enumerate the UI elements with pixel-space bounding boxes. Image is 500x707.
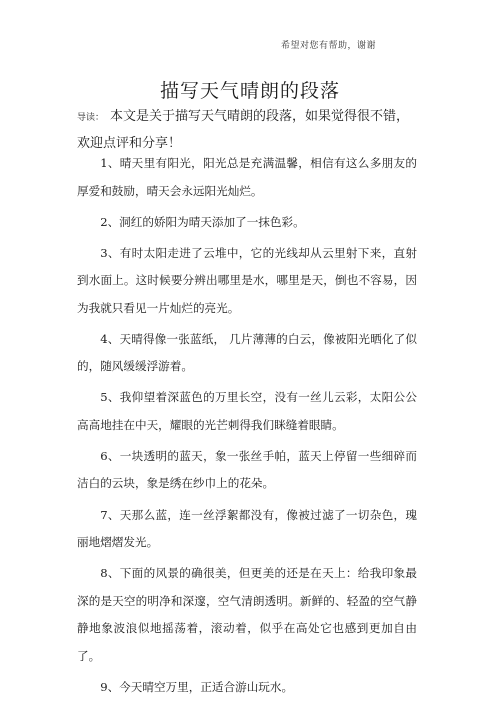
paragraph-4: 4、天晴得像一张蓝纸， 几片薄薄的白云，像被阳光晒化了似的，随风缓缓浮游着。: [77, 331, 417, 374]
paragraph-7: 7、天那么蓝，连一丝浮絮都没有，像被过滤了一切杂色，瑰丽地熠熠发光。: [77, 507, 417, 550]
paragraph-1: 1、晴天里有阳光，阳光总是充满温馨，相信有这么多朋友的厚爱和鼓励，晴天会永远阳光灿烂。: [77, 156, 417, 198]
document-body: [77, 150, 417, 705]
intro-text: 本文是关于描写天气晴朗的段落，如果觉得很不错，欢迎点评和分享！: [77, 109, 410, 151]
paragraph-3: 3、有时太阳走进了云堆中，它的光线却从云里射下来，直射到水面上。这时候要分辨出哪里是水，哪里是天，倒也不容易，因为我就只看见一片灿烂的亮光。: [77, 245, 417, 315]
header-note: 希望对您有帮助，谢谢: [280, 41, 376, 51]
paragraph-9: 9、今天晴空万里，正适合游山玩水。: [100, 679, 294, 694]
paragraph-5: 5、我仰望着深蓝色的万里长空，没有一丝儿云彩，太阳公公高高地挂在中天，耀眼的光芒刺得我们眯缝着眼睛。: [77, 390, 417, 432]
paragraph-2: 2、洞红的娇阳为晴天添加了一抹色彩。: [100, 214, 305, 229]
page-title: 描写天气晴朗的段落: [159, 80, 340, 102]
intro-label: 导读：: [77, 113, 105, 123]
paragraph-8: 8、下面的风景的确很美，但更美的还是在天上：给我印象最深的是天空的明净和深邃，空气清朗透明。新鲜的、轻盈的空气静静地象波浪似地摇荡着，滚动着，似乎在高处它也感到更加自由了。: [77, 566, 417, 663]
paragraph-6: 6、一块透明的蓝天，象一张丝手帕，蓝天上停留一些细碎而洁白的云块，象是绣在纱巾上的花朵。: [77, 448, 417, 491]
